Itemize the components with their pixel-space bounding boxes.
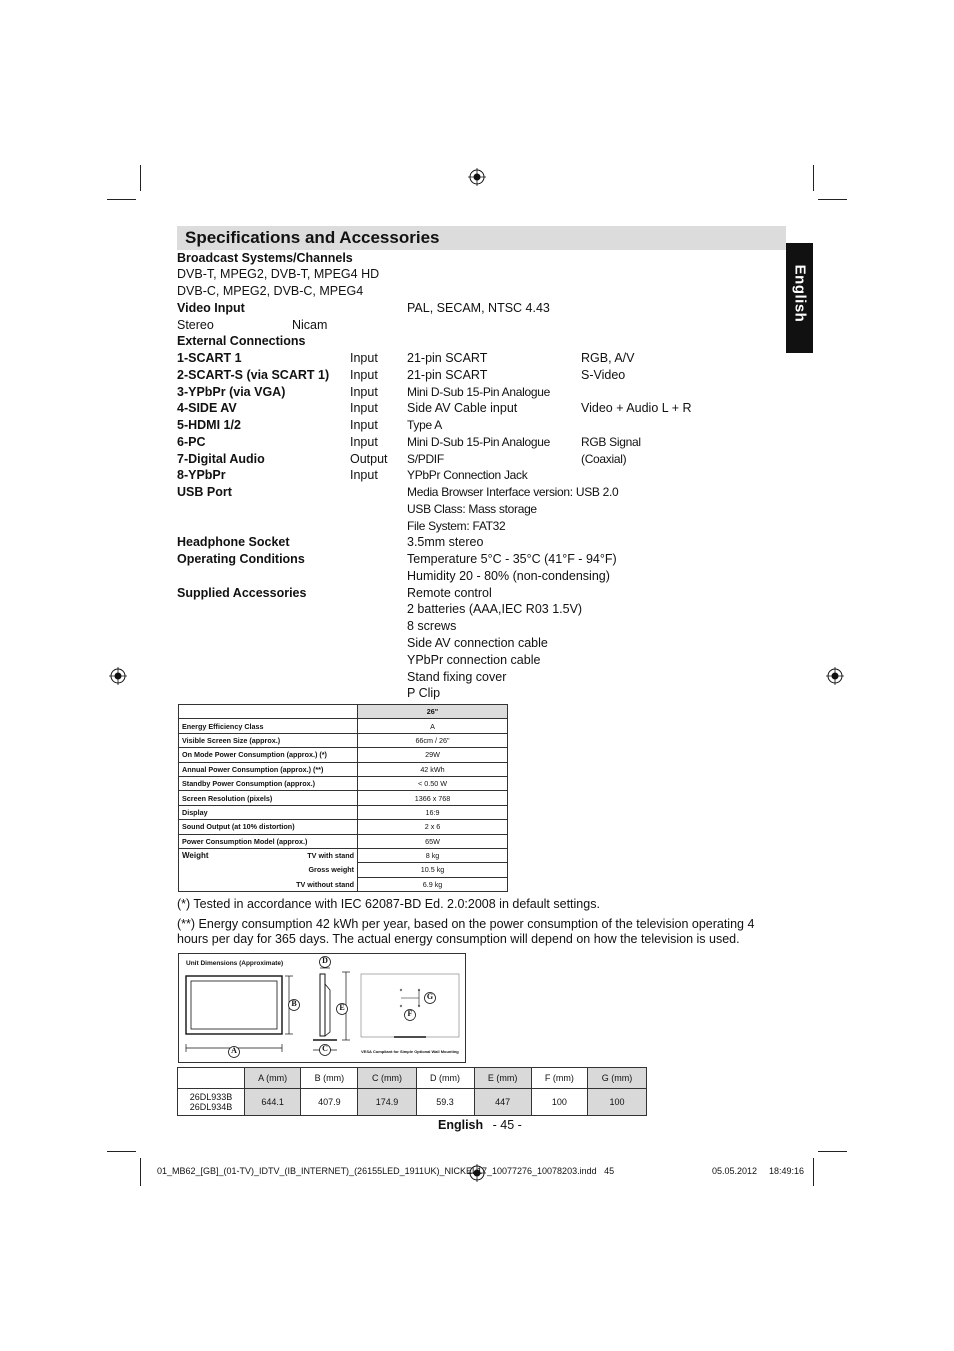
dimension-marker: E — [339, 1003, 345, 1012]
table-cell — [179, 848, 358, 862]
table-cell: 100 — [531, 1089, 587, 1116]
table-cell: Display — [179, 805, 358, 819]
table-row — [179, 834, 508, 848]
dimensions-table — [177, 1067, 647, 1116]
accessory-item: Side AV connection cable — [407, 636, 548, 650]
usb-detail: Media Browser Interface version: USB 2.0 — [407, 485, 619, 499]
weight-label: Weight — [182, 851, 209, 861]
registration-mark-icon — [109, 667, 127, 685]
table-header-cell: E (mm) — [474, 1068, 531, 1089]
connection-name: 7-Digital Audio — [177, 452, 265, 466]
table-row — [179, 863, 508, 877]
accessory-item: 2 batteries (AAA,IEC R03 1.5V) — [407, 602, 583, 616]
connection-name: 4-SIDE AV — [177, 401, 237, 415]
broadcast-line: DVB-T, MPEG2, DVB-T, MPEG4 HD — [177, 267, 380, 281]
table-row — [179, 705, 508, 719]
table-cell — [178, 1068, 245, 1089]
crop-mark — [140, 1158, 141, 1186]
table-cell: 174.9 — [358, 1089, 416, 1116]
connection-type: Side AV Cable input — [407, 401, 518, 415]
usb-port-label: USB Port — [177, 485, 232, 499]
crop-mark — [818, 1151, 847, 1152]
registration-mark-icon — [826, 667, 844, 685]
weight-sublabel: TV with stand — [307, 851, 354, 861]
connection-direction: Output — [350, 452, 388, 466]
connection-direction: Input — [350, 351, 378, 365]
table-cell: 1366 x 768 — [358, 791, 508, 805]
table-cell: Screen Resolution (pixels) — [179, 791, 358, 805]
print-time: 18:49:16 — [769, 1166, 805, 1176]
table-cell: 100 — [588, 1089, 647, 1116]
operating-condition: Temperature 5°C - 35°C (41°F - 94°F) — [407, 552, 617, 566]
table-cell: 29W — [358, 748, 508, 762]
accessory-item: P Clip — [407, 686, 441, 700]
print-date: 05.05.2012 — [712, 1166, 758, 1176]
weight-sublabel: Gross weight — [308, 865, 354, 875]
connection-type: 21-pin SCART — [407, 351, 488, 365]
dimension-marker: D — [322, 956, 328, 965]
crop-mark — [818, 199, 847, 200]
accessory-item: YPbPr connection cable — [407, 653, 541, 667]
connection-extra: (Coaxial) — [581, 452, 627, 466]
table-row — [179, 733, 508, 747]
operating-condition: Humidity 20 - 80% (non-condensing) — [407, 569, 610, 583]
table-cell: 16:9 — [358, 805, 508, 819]
connection-direction: Input — [350, 418, 378, 432]
stereo-label: Stereo — [177, 318, 214, 332]
table-header-cell: 26" — [358, 705, 508, 719]
energy-spec-table — [178, 704, 508, 892]
language-tab — [786, 243, 813, 353]
table-cell: Annual Power Consumption (approx.) (**) — [179, 762, 358, 776]
table-header-cell: C (mm) — [358, 1068, 416, 1089]
table-cell: Visible Screen Size (approx.) — [179, 733, 358, 747]
operating-conditions-label: Operating Conditions — [177, 552, 305, 566]
accessory-item: Remote control — [407, 586, 492, 600]
footnote: (*) Tested in accordance with IEC 62087-BD Ed. 2.0:2008 in default settings. — [177, 897, 600, 911]
crop-mark — [813, 165, 814, 191]
table-cell: 42 kWh — [358, 762, 508, 776]
page-footer — [438, 1118, 522, 1132]
dimension-marker: G — [426, 992, 434, 1001]
table-row — [179, 848, 508, 862]
table-cell: 65W — [358, 834, 508, 848]
connection-name: 6-PC — [177, 435, 206, 449]
dimension-marker: B — [291, 999, 297, 1008]
connection-extra: S-Video — [581, 368, 626, 382]
table-cell — [179, 705, 358, 719]
print-file-info: 01_MB62_[GB]_(01-TV)_IDTV_(IB_INTERNET)_(26155LED_1911UK)_NICKEL17_10077276_10078203.indd 45 — [157, 1166, 615, 1176]
video-input-label: Video Input — [177, 301, 245, 315]
connection-type: 21-pin SCART — [407, 368, 488, 382]
table-cell: 447 — [474, 1089, 531, 1116]
model-number: 26DL934B — [189, 1102, 233, 1112]
unit-dimensions-diagram — [178, 953, 466, 1063]
crop-mark — [107, 1151, 136, 1152]
table-cell: 644.1 — [245, 1089, 301, 1116]
connection-type: Mini D-Sub 15-Pin Analogue — [407, 385, 550, 399]
table-row — [179, 820, 508, 834]
table-header-cell: D (mm) — [416, 1068, 474, 1089]
table-cell: Standby Power Consumption (approx.) — [179, 776, 358, 790]
model-number: 26DL933B — [189, 1092, 233, 1102]
video-input-value: PAL, SECAM, NTSC 4.43 — [407, 301, 550, 315]
table-cell: 59.3 — [416, 1089, 474, 1116]
table-cell: 2 x 6 — [358, 820, 508, 834]
table-cell: Sound Output (at 10% distortion) — [179, 820, 358, 834]
usb-detail: File System: FAT32 — [407, 519, 506, 533]
connection-type: Mini D-Sub 15-Pin Analogue — [407, 435, 550, 449]
nicam-label: Nicam — [292, 318, 328, 332]
connection-type: S/PDIF — [407, 452, 444, 466]
broadcast-heading: Broadcast Systems/Channels — [177, 251, 353, 265]
registration-mark-icon — [468, 168, 486, 186]
table-cell: < 0.50 W — [358, 776, 508, 790]
broadcast-line: DVB-C, MPEG2, DVB-C, MPEG4 — [177, 284, 364, 298]
dimension-marker: F — [407, 1009, 413, 1018]
connection-direction: Input — [350, 385, 378, 399]
connection-extra: RGB Signal — [581, 435, 641, 449]
connection-name: 8-YPbPr — [177, 468, 226, 482]
usb-detail: USB Class: Mass storage — [407, 502, 537, 516]
headphone-label: Headphone Socket — [177, 535, 290, 549]
table-row — [179, 776, 508, 790]
table-header-cell: G (mm) — [588, 1068, 647, 1089]
connection-name: 2-SCART-S (via SCART 1) — [177, 368, 330, 382]
table-cell: 66cm / 26" — [358, 733, 508, 747]
connection-extra: RGB, A/V — [581, 351, 635, 365]
crop-mark — [107, 199, 136, 200]
table-header-cell: A (mm) — [245, 1068, 301, 1089]
connection-direction: Input — [350, 401, 378, 415]
table-cell — [179, 877, 358, 891]
external-connections-heading: External Connections — [177, 334, 306, 348]
diagram-title: Unit Dimensions (Approximate) — [186, 960, 284, 967]
table-cell: Power Consumption Model (approx.) — [179, 834, 358, 848]
section-title-bar — [177, 226, 786, 250]
table-cell: 6.9 kg — [358, 877, 508, 891]
table-cell: 407.9 — [301, 1089, 358, 1116]
page-number: - 45 - — [492, 1118, 522, 1132]
table-row — [179, 791, 508, 805]
weight-sublabel: TV without stand — [296, 879, 354, 889]
table-header-cell: F (mm) — [531, 1068, 587, 1089]
table-cell — [179, 863, 358, 877]
connection-type: Type A — [407, 418, 442, 432]
table-cell: A — [358, 719, 508, 733]
table-row — [179, 719, 508, 733]
table-cell: Energy Efficiency Class — [179, 719, 358, 733]
connection-name: 5-HDMI 1/2 — [177, 418, 241, 432]
connection-name: 3-YPbPr (via VGA) — [177, 385, 286, 399]
table-header-cell: B (mm) — [301, 1068, 358, 1089]
table-row — [178, 1089, 647, 1116]
dimension-marker: C — [322, 1044, 328, 1053]
footer-language: English — [438, 1118, 484, 1132]
accessories-label: Supplied Accessories — [177, 586, 307, 600]
table-row — [179, 762, 508, 776]
language-tab-label: English — [791, 264, 809, 323]
connection-extra: Video + Audio L + R — [581, 401, 692, 415]
vesa-caption: VESA Compliant for Simple Optional Wall Mounting — [361, 1049, 459, 1054]
page-title: Specifications and Accessories — [185, 228, 440, 247]
connection-direction: Input — [350, 468, 378, 482]
table-cell: 8 kg — [358, 848, 508, 862]
crop-mark — [813, 1158, 814, 1186]
table-row — [179, 748, 508, 762]
connection-direction: Input — [350, 368, 378, 382]
table-cell — [178, 1089, 245, 1116]
connection-type: YPbPr Connection Jack — [407, 468, 528, 482]
table-row — [179, 877, 508, 891]
accessory-item: Stand fixing cover — [407, 670, 507, 684]
table-cell: 10.5 kg — [358, 863, 508, 877]
table-row — [179, 805, 508, 819]
accessory-item: 8 screws — [407, 619, 457, 633]
headphone-value: 3.5mm stereo — [407, 535, 484, 549]
table-row — [178, 1068, 647, 1089]
connection-name: 1-SCART 1 — [177, 351, 242, 365]
dimension-marker: A — [231, 1046, 237, 1055]
crop-mark — [140, 165, 141, 191]
connection-direction: Input — [350, 435, 378, 449]
table-cell: On Mode Power Consumption (approx.) (*) — [179, 748, 358, 762]
footnote: (**) Energy consumption 42 kWh per year, based on the power consumption of the television operating 4 hours per day for 365 days. The actual energy consumption will depend on how the television is used. — [177, 917, 755, 946]
